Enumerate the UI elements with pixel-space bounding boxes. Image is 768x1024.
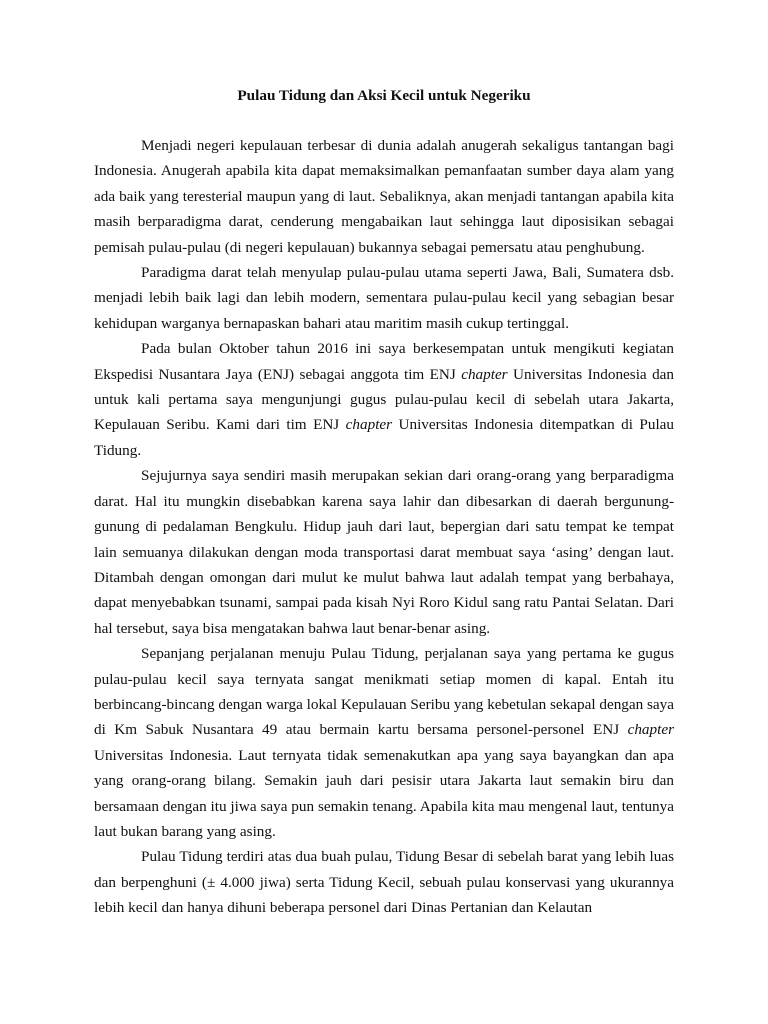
- italic-term: chapter: [461, 365, 508, 383]
- paragraph-4: [94, 463, 674, 641]
- paragraph-text: Menjadi negeri kepulauan terbesar di dunia adalah anugerah sekaligus tantangan bagi Indonesia. Anugerah apabila kita dapat memaksimalkan pemanfaatan sumber daya alam yang ada baik yang teresterial maupun yang di laut. Sebaliknya, akan menjadi tantangan apabila kita masih berparadigma darat, cenderung mengabaikan laut sehingga laut diposisikan sebagai pemisah pulau-pulau (di negeri kepulauan) bukannya sebagai pemersatu atau penghubung.: [94, 137, 674, 256]
- paragraph-text: Sejujurnya saya sendiri masih merupakan sekian dari orang-orang yang berparadigma darat. Hal itu mungkin disebabkan karena saya lahir dan dibesarkan di daerah bergunung-gunung di pedalaman Bengkulu. Hidup jauh dari laut, bepergian dari satu tempat ke tempat lain semuanya dilakukan dengan moda transportasi darat membuat saya ‘asing’ dengan laut. Ditambah dengan omongan dari mulut ke mulut bahwa laut adalah tempat yang berbahaya, dapat menyebabkan tsunami, sampai pada kisah Nyi Roro Kidul sang ratu Pantai Selatan. Dari hal tersebut, saya bisa mengatakan bahwa laut benar-benar asing.: [94, 467, 674, 637]
- document-title: Pulau Tidung dan Aksi Kecil untuk Negeriku: [237, 87, 531, 104]
- paragraph-text: Pada bulan Oktober tahun 2016 ini saya berkesempatan untuk mengikuti kegiatan Ekspedisi Nusantara Jaya (ENJ) sebagai anggota tim ENJ: [94, 340, 674, 383]
- paragraph-3: [94, 336, 674, 463]
- document-body: [94, 133, 674, 921]
- paragraph-text: Sepanjang perjalanan menuju Pulau Tidung, perjalanan saya yang pertama ke gugus pulau-pulau kecil saya ternyata sangat menikmati setiap momen di kapal. Entah itu berbincang-bincang dengan warga lokal Kepulauan Seribu yang kebetulan sekapal dengan saya di Km Sabuk Nusantara 49 atau bermain kartu bersama personel-personel ENJ: [94, 645, 675, 739]
- paragraph-text: Paradigma darat telah menyulap pulau-pulau utama seperti Jawa, Bali, Sumatera dsb. menjadi lebih baik lagi dan lebih modern, sementara pulau-pulau kecil yang sebagian besar kehidupan warganya bernapaskan bahari atau maritim masih cukup tertinggal.: [94, 264, 674, 332]
- paragraph-text: Pulau Tidung terdiri atas dua buah pulau, Tidung Besar di sebelah barat yang lebih luas dan berpenghuni (± 4.000 jiwa) serta Tidung Kecil, sebuah pulau konservasi yang ukurannya lebih kecil dan hanya dihuni beberapa personel dari Dinas Pertanian dan Kelautan: [94, 848, 674, 917]
- paragraph-text: Universitas Indonesia. Laut ternyata tidak semenakutkan apa yang saya bayangkan dan apa yang orang-orang bilang. Semakin jauh dari pesisir utara Jakarta laut semakin biru dan bersamaan dengan itu jiwa saya pun semakin tenang. Apabila kita mau mengenal laut, tentunya laut bukan barang yang asing.: [94, 746, 674, 840]
- paragraph-1: [94, 133, 674, 260]
- paragraph-6: [94, 844, 674, 920]
- italic-term: chapter: [345, 416, 393, 434]
- paragraph-text: Universitas Indonesia dan untuk kali pertama saya mengunjungi gugus pulau-pulau kecil di sebelah utara Jakarta, Kepulauan Seribu. Kami dari tim ENJ: [94, 365, 674, 434]
- paragraph-5: [94, 641, 674, 844]
- paragraph-text: Universitas Indonesia ditempatkan di Pulau Tidung.: [94, 416, 674, 459]
- italic-term: chapter: [627, 721, 674, 739]
- paragraph-2: [94, 260, 674, 336]
